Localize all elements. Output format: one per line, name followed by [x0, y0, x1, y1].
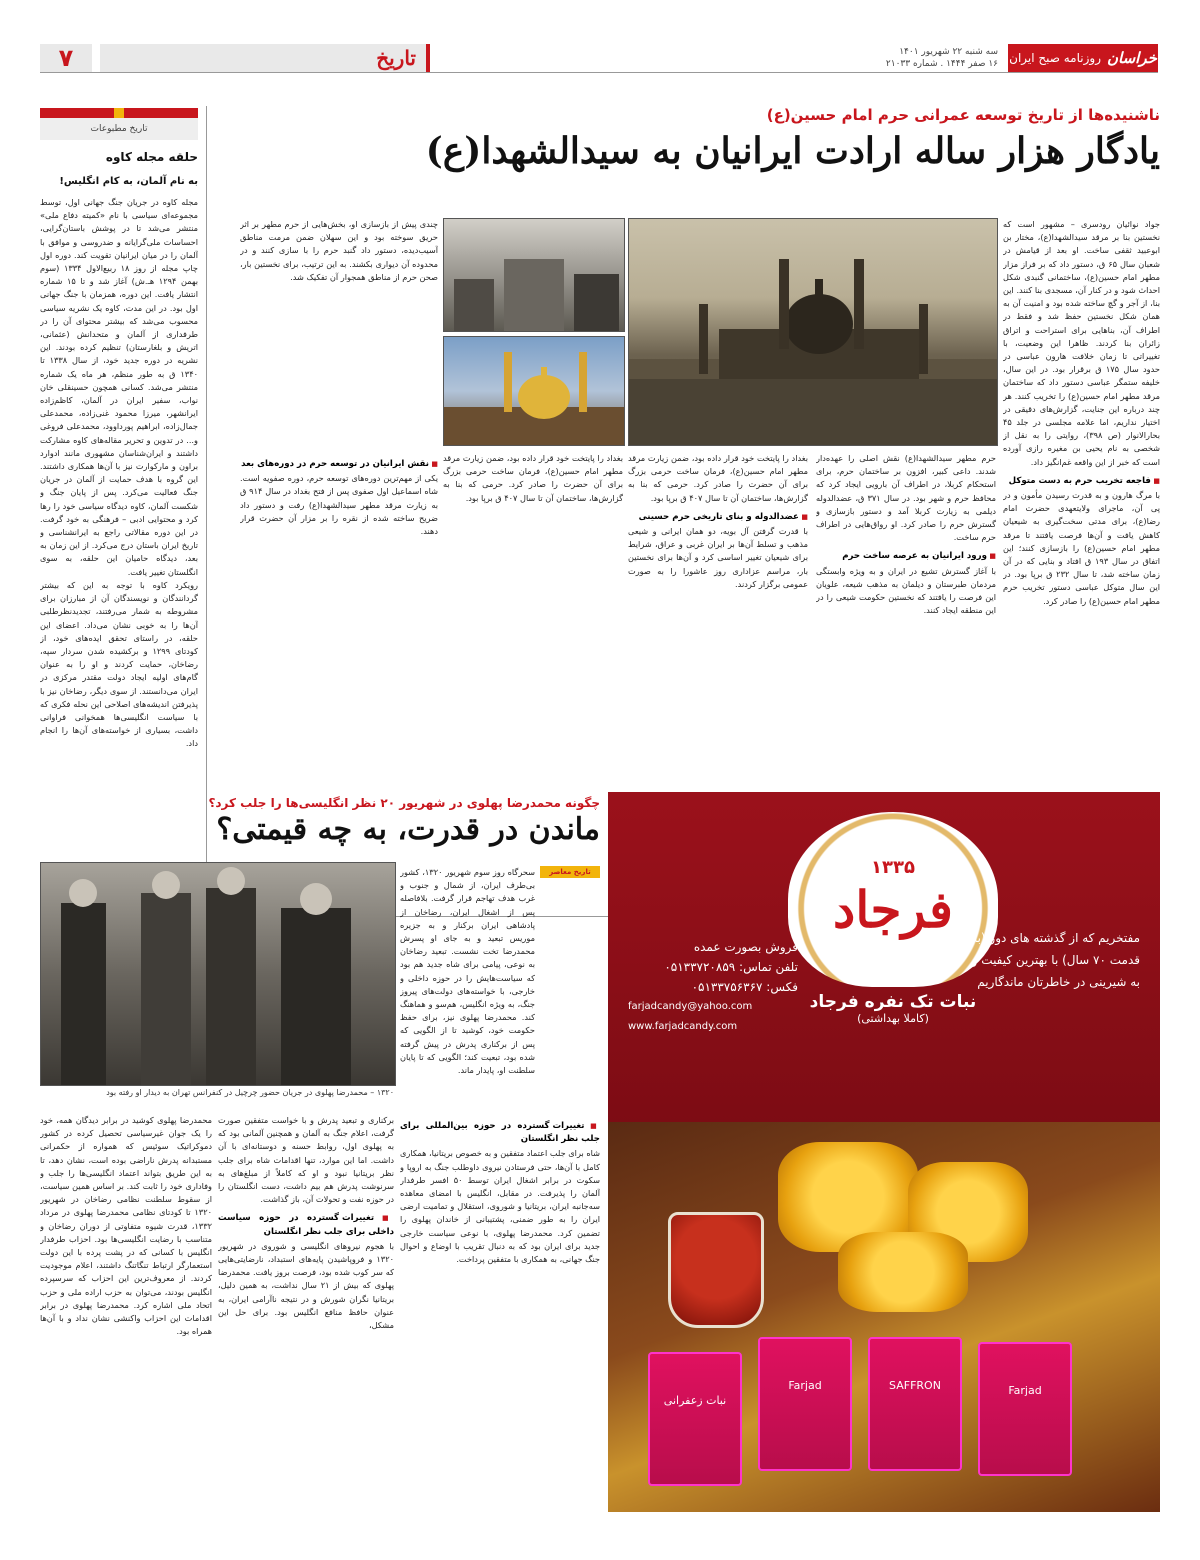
second-article-column-b: [218, 1114, 394, 1518]
issue-number: ۱۶ صفر ۱۴۴۴ . شماره ۲۱۰۳۳: [885, 59, 998, 69]
second-article-kicker: چگونه محمدرضا پهلوی در شهریور ۲۰ نظر انگلیسی‌ها را جلب کرد؟: [208, 796, 600, 810]
column-text: با مرگ هارون و به قدرت رسیدن مأمون و در پی آن، ماجرای ولایتعهدی حضرت امام رضا(ع)، برای مدتی سخت‌گیری به شیعیان کاهش یافت و آن‌ها فرصت یافتند تا مرقد مطهر امام حسین(ع) را بازسازی کنند؛ این اتفاق در سال ۱۹۳ ق افتاد و بنایی که در آن زمان ساخته شد، تا سال ۲۳۲ ق برپا بود. در این سال متوکل عباسی دستور تخریب حرم مطهر امام حسین(ع) را صادر کرد.: [1003, 490, 1160, 606]
ad-contact: [628, 937, 798, 1037]
damaged-shrine-photo: [443, 218, 625, 332]
logo-brand: فرجاد: [833, 880, 953, 939]
ad-banner: [608, 792, 1160, 1122]
article-tag: تاریخ معاصر: [540, 866, 600, 878]
golden-dome-illustration: [444, 337, 624, 445]
page-header: [40, 44, 1158, 73]
packet-brand: Farjad: [1008, 1384, 1042, 1397]
product-note: (کاملا بهداشتی): [857, 1012, 929, 1025]
section-subhead: ■ نقش ایرانیان در توسعه حرم در دوره‌های بعد: [240, 458, 438, 471]
article-headline: یادگار هزار ساله ارادت ایرانیان به سیدالشهدا(ع): [425, 130, 1160, 172]
pahlavi-churchill-photo: [40, 862, 396, 1086]
column-text: مجله کاوه در جریان جنگ جهانی اول، توسط مجموعه‌ای سیاسی با نام «کمیته دفاع ملی» منتشر می‌شد تا در پوشش باستان‌گرایی، احساسات ملی‌گرایانه و ضدروسی و موافق با آلمان را در میان ایرانیان تقویت کند. دوره اول چاپ مجله از روز ۱۸ ربیع‌الاول ۱۳۳۴ (سوم بهمن ۱۲۹۴ هـ.ش) آغاز شد و تا ۱۵ شماره انتشار یافت. این دوره، همزمان با جنگ جهانی اول بود. در این مدت، کاوه یک نشریه سیاسی محسوب می‌شد که بیشتر محتوای آن را در طرفداری از آلمان و متحدانش (عثمانی، اتریش و بلغارستان) تنظیم کرده بودند. این نشریه در دوره جدید خود، از سال ۱۳۳۸ تا ۱۳۴۰ ق به طور منظم، هر ماه یک شماره منتشر می‌شد. کسانی همچون حسینقلی خان نواب، سفیر ایران در آلمان، کاظم‌زاده ایرانشهر، میرزا محمود غنی‌زاده، محمدعلی جمال‌زاده، ابراهیم پورداوود، محمدعلی فروغی و... در تدوین و تحریر مقاله‌های کاوه مشارکت داشتند و ایران‌شناسان مشهوری مانند ادوارد براون و مارکوارت نیز با آن‌ها همکاری داشتند. این گروه با هدف حمایت از آلمان در جریان جنگ فعالیت می‌کرد. پس از پایان جنگ و شکست آلمان، کاوه دیدگاه سیاسی خود را رها کرد و محتوایی ادبی – فرهنگی به خود گرفت. در این دوره مقالاتی راجع به ایرانشناسی و تاریخ ایران باستان درج می‌کرد. از این زمان به بعد، دیدگاه حامیان این حلقه، به سوی انگلستان تغییر یافت.: [40, 197, 198, 577]
section-title: تاریخ: [100, 44, 430, 72]
sales-label: فروش بصورت عمده: [693, 940, 798, 954]
packet-label: نبات زعفرانی: [663, 1394, 727, 1407]
column-text: با هجوم نیروهای انگلیسی و شوروی در شهریور ۱۳۲۰ و فروپاشیدن پایه‌های استبداد، نارضایتی‌هایی که سر کوب شده بود، فرصت بروز یافت. محمدرضا پهلوی که بیش از ۲۱ سال نداشت، به همین دلیل، بریتانیا نگران شورش و در نتیجه ناآرامی ایران، به عنوان حافظ منافع انگلیس بود. برای حل این مشکل،: [218, 1240, 394, 1331]
brand-name: خراسان: [1107, 49, 1157, 67]
section-subhead: ■ تغییرات گسترده در حوزه سیاست داخلی برای جلب نظر انگلستان: [218, 1212, 394, 1238]
second-article-column-c: [40, 1114, 212, 1518]
fax-number: فکس: ۰۵۱۳۳۷۵۶۳۶۷: [691, 980, 798, 994]
date-line: سه شنبه ۲۲ شهریور ۱۴۰۱: [899, 47, 998, 57]
article-kicker: ناشنیده‌ها از تاریخ توسعه عمرانی حرم امام حسین(ع): [766, 106, 1160, 124]
product-name: نبات تک نفره فرجاد: [809, 992, 977, 1012]
candy-packet: [978, 1342, 1072, 1476]
article-column-4a: [240, 218, 438, 444]
tea-glass-icon: [668, 1212, 764, 1328]
issue-date: [886, 46, 998, 70]
column-text: با آغاز گسترش تشیع در ایران و به ویژه وابستگی مردمان طبرستان و دیلمان به مذهب شیعه، علویان این فرصت را یافتند که نخستین حکومت شیعی را در این منطقه ایجاد کنند.: [816, 565, 996, 616]
column-text: جواد نوائیان رودسری – مشهور است که نخستین بنا بر مرقد سیدالشهدا(ع)، مختار بن ابوعبید ثقفی ساخت. او بعد از قیامش در شعبان سال ۶۵ ق، دستور داد که بر فراز مزار مطهر امام حسین(ع)، ساختمانی گنبدی شکل احداث شود و در کنار آن، مسجدی بنا کنند. این بنا، از آجر و گچ ساخته شده بود و امنیت آن به همان شکل نخستین حفظ شد و فقط در اطراف آن، بناهایی برای استراحت و اتراق زائران بنا کردند. ظاهرا این وضعیت، با تغییراتی تا زمان خلافت هارون عباسی در حدود سال ۱۷۵ ق برقرار بود. در این سال، خلیفه ستمگر عباسی دستور داد که ساختمان مرقد مطهر امام حسین(ع) را تخریب کنند. هر چند درباره این جنایت، گزارش‌های دقیقی در اختیار نداریم، اما علامه مجلسی در جلد ۴۵ بحارالانوار (ص ۳۹۸)، روایتی را به نقل از شخصی به نام یحیی بن مغیره رازی آورده است که خبر از این واقعه غم‌انگیز داد.: [1003, 219, 1160, 467]
column-text: یکی از مهم‌ترین دوره‌های توسعه حرم، دوره صفویه است. شاه اسماعیل اول صفوی پس از فتح بغداد در سال ۹۱۴ ق به زیارت مرقد مطهر سیدالشهدا(ع) رفت و دستور داد ضریح ساخته شده از نقره را بر مزار آن حضرت قرار دهند.: [240, 473, 438, 537]
sidebar-accent-bar: [40, 108, 198, 118]
column-text: حرم مطهر سیدالشهدا(ع) نقش اصلی را عهده‌دار شدند. داعی کبیر، افزون بر ساختمان حرم، برای استحکام کربلا، در اطراف آن بارویی ایجاد کرد که محافظ حرم و شهر بود. در سال ۳۷۱ ق، عضدالدوله دیلمی به زیارت کربلا آمد و دستور بازسازی و گسترش حرم را صادر کرد. او رواق‌هایی در اطراف حرم ساخت.: [816, 453, 996, 543]
section-subhead: ■ فاجعه تخریب حرم به دست متوکل: [1003, 475, 1160, 488]
sidebar-label: تاریخ مطبوعات: [40, 118, 198, 140]
sidebar-subtitle: به نام آلمان، به کام انگلیس!: [59, 176, 198, 187]
section-subhead: ■ تغییرات گسترده در حوزه بین‌المللی برای جلب نظر انگلستان: [400, 1120, 600, 1146]
shrine-historic-photo: [628, 218, 998, 446]
column-text: محمدرضا پهلوی کوشید در برابر دیدگان همه، خود را یک جوان غیرسیاسی تحصیل کرده در کشور دموکراتیک سوئیس که همواره از حکمرانی مستبدانه پدرش ناراضی بوده است، نشان دهد، تا به این طریق بتواند اعتماد انگلیسی‌ها را جلب و وفاداری خود را ثابت کند. بر اساس همین سیاست، از سقوط سلطنت نظامی رضاخان در شهریور ۱۳۲۰ تا کودتای نظامی محمدرضا پهلوی در مرداد ۱۳۳۲، قدرت شیوه متفاوتی از دوران رضاخان و متناسب با رضایت انگلیسی‌ها بود. احزاب طرفدار انگلیس با کسانی که در پشت پرده با این دولت استعمارگر ارتباط تنگاتنگ داشتند، اعلام موجودیت کردند. از معروف‌ترین این احزاب که سرسپرده انگلیس بودند، می‌توان به حزب اراده ملی و حزب اتحاد ملی اشاره کرد. محمدرضا پهلوی در برابر اقدامات این احزاب واکنشی نشان نداد و با آن‌ها همراه بود.: [40, 1115, 212, 1337]
brand-tagline: روزنامه صبح ایران: [1009, 51, 1101, 65]
section-subhead: ■ ورود ایرانیان به عرصه ساخت حرم: [816, 550, 996, 563]
officers-illustration: [41, 863, 395, 1085]
column-text: بغداد را پایتخت خود قرار داده بود، ضمن زیارت مرقد مطهر امام حسین(ع)، فرمان ساخت حرمی بزرگ برای آن حضرت را صادر کرد. حرمی که بنا به گزارش‌ها، ساختمان آن تا سال ۴۰۷ ق برپا بود.: [443, 453, 623, 503]
ad-slogan: مفتخریم که از گذشته های دور (با قدمت ۷۰ سال) با بهترین کیفیت و به شیرینی در خاطرتان ماندگاریم: [971, 931, 1140, 989]
phone-number: تلفن تماس: ۰۵۱۳۳۷۲۰۸۵۹: [664, 960, 798, 974]
shrine-illustration: [629, 219, 997, 445]
section-subhead: ■ عضدالدوله و بنای تاریخی حرم حسینی: [628, 511, 808, 524]
sidebar-title: حلقه مجله کاوه: [105, 150, 198, 164]
farjad-candy-ad: [608, 792, 1160, 1512]
logo-year: ۱۳۳۵: [871, 857, 915, 878]
packet-en-label: SAFFRON: [889, 1379, 941, 1392]
column-text: برکناری و تبعید پدرش و با خواست متفقین صورت گرفت، اعلام جنگ به آلمان و همچنین آلمانی بود که به پهلوی اول، روابط حسنه و دوستانه‌ای با آن داشت. اما این موارد، تنها اقدامات شاه برای جلب نظر بریتانیا نبود و او که کاملاً از مبلغ‌های به سرنوشت پدرش هم بیم داشت، دست انگلستان را در حوزه نفت و تحولات آن، باز گذاشت.: [218, 1115, 394, 1205]
column-text: چندی پیش از بازسازی او، بخش‌هایی از حرم مطهر بر اثر حریق سوخته بود و این سهلان ضمن مرمت مناطق آسیب‌دیده، دستور داد گنبد حرم را با سازی کنند و در محدوده آن دیواری بکشند. به این ترتیب، برای نخستین بار، صحن حرم از مناطق همجوار آن تفکیک شد.: [240, 219, 438, 282]
second-article-headline: ماندن در قدرت، به چه قیمتی؟: [216, 812, 600, 847]
rock-candy-icon: [838, 1232, 968, 1312]
website: www.farjadcandy.com: [628, 1021, 738, 1032]
candy-packet: [648, 1352, 742, 1486]
photo-caption: ۱۳۲۰ – محمدرضا پهلوی در جریان حضور چرچیل در کنفرانس تهران به دیدار او رفته بود: [106, 1088, 394, 1097]
modern-shrine-photo: [443, 336, 625, 446]
column-text: سحرگاه روز سوم شهریور ۱۳۲۰، کشور بی‌طرف ایران، از شمال و جنوب و غرب هدف تهاجم قرار گرفت. بلافاصله پس از اشغال ایران، رضاخان از پادشاهی ایران برکنار و به جزیره موریس تبعید و به جای او پسرش محمدرضا تخت نشست. تبعید رضاخان به نوعی، پیامی برای شاه جدید هم بود که سیاست‌هایش را در حوزه داخلی و خارجی، با خواسته‌های دولت‌های پیروز جنگ، به ویژه انگلیس، هم‌سو و هماهنگ کند. محمدرضا پهلوی نیز، برای حفظ حکومت خود، کوشید تا از الگویی که پس از برکناری پدرش در پیش گرفته شده بود، تبعیت کند؛ الگویی که تا پایان سلطنت او، پایدار ماند.: [400, 867, 535, 1076]
packet-brand: Farjad: [788, 1379, 822, 1392]
column-text: رویکرد کاوه با توجه به این که بیشتر گردانندگان و نویسندگان آن از مبارزان برای مشروطه به شمار می‌رفتند، تجدیدنظرطلبی آن‌ها را به ‌خوبی نشان می‌داد. اعضای این حلقه، در راستای تحقق ایده‌های خود، از کودتای ۱۲۹۹ و برکشیده شدن سردار سپه، رضاخان، حمایت کردند و او را به ‌عنوان گام‌های اولیه ایجاد دولت مقتدر مرکزی در ایران می‌دانستند. از سوی دیگر، رضاخان نیز با پذیرفتن اندیشه‌های اصلاحی این نحله فکری که با سیاست انگلیسی‌ها همخوانی فراوانی داشت، بسیاری از خواسته‌های آن‌ها را انجام داد.: [40, 579, 198, 749]
candy-packet: [758, 1337, 852, 1471]
second-article-lead: [400, 866, 535, 1114]
candy-packet: [868, 1337, 962, 1471]
email-address: farjadcandy@yahoo.com: [628, 1001, 753, 1012]
ad-product-name: [798, 992, 988, 1025]
ruins-illustration: [444, 219, 624, 331]
column-text: شاه برای جلب اعتماد متفقین و به خصوص بریتانیا، همکاری کامل با آن‌ها، حتی فرستادن نیروی داوطلب جنگ به اروپا و سکوت در برابر اشغال ایران توسط ۵۰ افسر طرفدار آلمان را پذیرفت. در مقابل، انگلیس با امضای معاهده سه‌جانبه ایران، بریتانیا و شوروی، استقلال و تمامیت ارضی ایران را به طور ضمنی، پشتیبانی از خاندان پهلوی را تضمین کرد. محمدرضا پهلوی، با نوعی سیاست خارجی جدید برای ایران بود که به دنبال تقریب با اوضاع و احوال جنگ جهانی، به همکاری با متفقین پرداخت.: [400, 1148, 600, 1265]
masthead-brand: [1008, 44, 1158, 72]
candy-product-photo: [608, 1122, 1160, 1512]
column-text: با قدرت گرفتن آل بویه، دو همان ایرانی و شیعی مذهب و تسلط آن‌ها بر ایران غربی و عراق، شرایط برای شیعیان تغییر اساسی کرد و آن‌ها برای نخستین بار، مراسم عزاداری روز عاشورا را به صورت عمومی برگزار کردند.: [628, 526, 808, 589]
page-number: ۷: [40, 44, 92, 72]
column-text: بغداد را پایتخت خود قرار داده بود، ضمن زیارت مرقد مطهر امام حسین(ع)، فرمان ساخت حرمی بزرگ برای آن حضرت را صادر کرد. حرمی که بنا به گزارش‌ها، ساختمان آن تا سال ۴۰۷ ق برپا بود.: [628, 453, 808, 503]
second-article-column-a: [400, 1114, 600, 1518]
sidebar-divider: [206, 106, 207, 910]
